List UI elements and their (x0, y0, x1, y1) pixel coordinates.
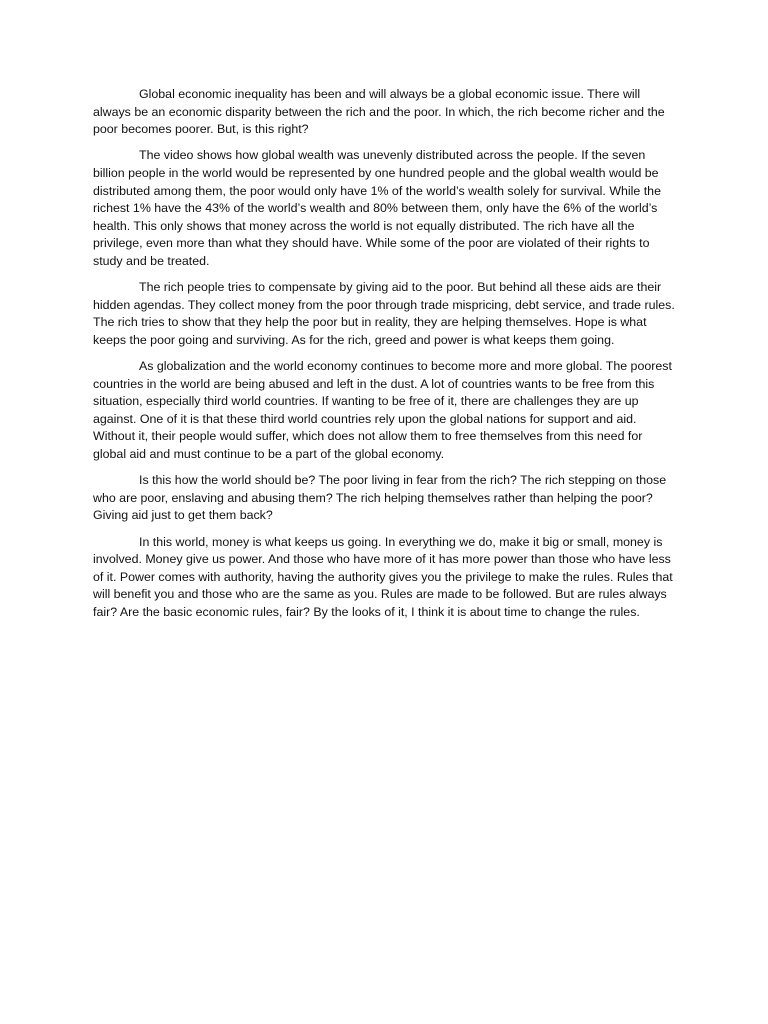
paragraph-3: The rich people tries to compensate by giving aid to the poor. But behind all these aids are their hidden agendas. They collect money from the poor through trade mispricing, debt service, and trade rules. The rich tries to show that they help the poor but in reality, they are helping themselves. Hope is what keeps the poor going and surviving. As for the rich, greed and power is what keeps them going. (93, 280, 675, 347)
paragraph-6: In this world, money is what keeps us going. In everything we do, make it big or small, money is involved. Money give us power. And those who have more of it has more power than those who have less of it. Power comes with authority, having the authority gives you the privilege to make the rules. Rules that will benefit you and those who are the same as you. Rules are made to be followed. But are rules always fair? Are the basic economic rules, fair? By the looks of it, I think it is about time to change the rules. (93, 534, 673, 619)
document-body (93, 86, 675, 630)
paragraph-5: Is this how the world should be? The poor living in fear from the rich? The rich stepping on those who are poor, enslaving and abusing them? The rich helping themselves rather than helping the poor? Giving aid just to get them back? (93, 473, 667, 523)
paragraph-4: As globalization and the world economy continues to become more and more global. The poorest countries in the world are being abused and left in the dust. A lot of countries wants to be free from this situation, especially third world countries. If wanting to be free of it, there are challenges they are up against. One of it is that these third world countries rely upon the global nations for support and aid. Without it, their people would suffer, which does not allow them to free themselves from this need for global aid and must continue to be a part of the global economy. (93, 359, 672, 462)
paragraph-2: The video shows how global wealth was unevenly distributed across the people. If the seven billion people in the world would be represented by one hundred people and the global wealth would be distributed among them, the poor would only have 1% of the world’s wealth solely for survival. While the richest 1% have the 43% of the world’s wealth and 80% between them, only have the 6% of the world’s health. This only shows that money across the world is not equally distributed. The rich have all the privilege, even more than what they should have. While some of the poor are violated of their rights to study and be treated. (93, 148, 661, 268)
paragraph-1: Global economic inequality has been and will always be a global economic issue. There will always be an economic disparity between the rich and the poor. In which, the rich become richer and the poor becomes poorer. But, is this right? (93, 87, 665, 137)
